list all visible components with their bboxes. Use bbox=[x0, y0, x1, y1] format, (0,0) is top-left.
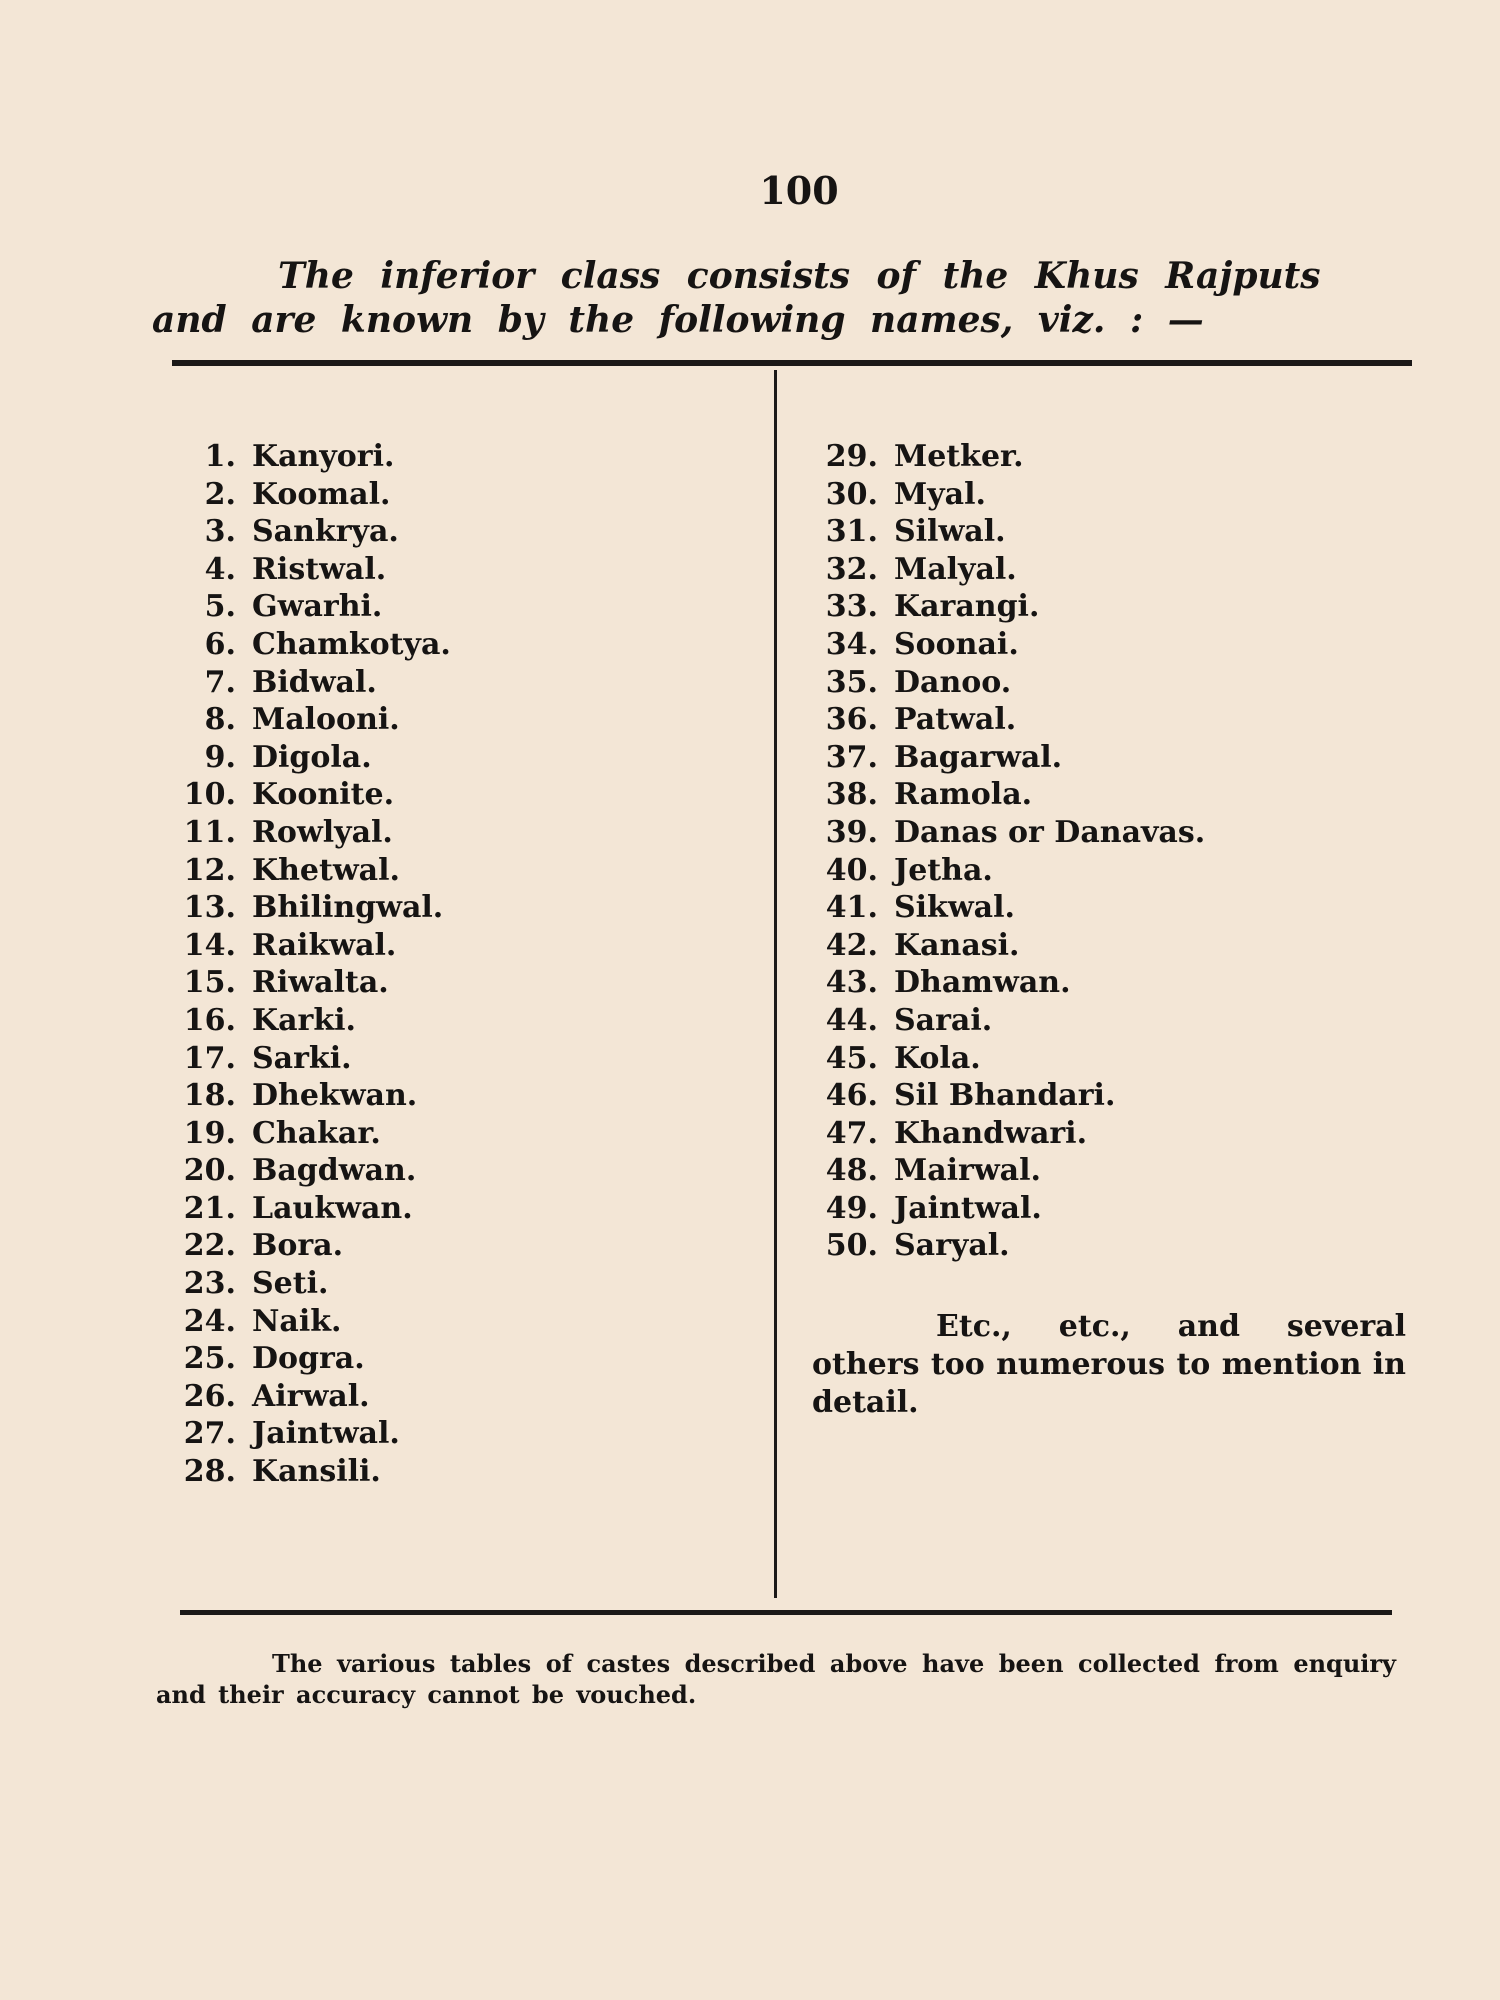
item-number: 33. bbox=[825, 589, 878, 625]
item-name: Bidwal. bbox=[252, 664, 377, 700]
item-name: Khetwal. bbox=[252, 852, 400, 888]
item-name: Dogra. bbox=[252, 1341, 365, 1377]
item-number: 9. bbox=[204, 739, 236, 775]
item-name: Karangi. bbox=[894, 589, 1040, 625]
item-name: Soonai. bbox=[894, 626, 1019, 662]
list-item bbox=[812, 1227, 1412, 1265]
item-number: 17. bbox=[183, 1040, 236, 1076]
item-number: 12. bbox=[183, 852, 236, 888]
item-name: Sil Bhandari. bbox=[894, 1078, 1116, 1114]
list-item bbox=[150, 476, 750, 514]
item-number: 16. bbox=[183, 1002, 236, 1038]
item-number: 48. bbox=[825, 1153, 878, 1189]
list-item bbox=[150, 1453, 750, 1491]
list-item bbox=[812, 964, 1412, 1002]
item-number: 32. bbox=[825, 551, 878, 587]
item-number: 47. bbox=[825, 1115, 878, 1151]
item-number: 15. bbox=[183, 965, 236, 1001]
column-divider bbox=[774, 370, 777, 1598]
item-name: Bagarwal. bbox=[894, 739, 1063, 775]
item-name: Malyal. bbox=[894, 551, 1017, 587]
item-name: Riwalta. bbox=[252, 965, 389, 1001]
item-number: 11. bbox=[183, 814, 236, 850]
list-item bbox=[150, 889, 750, 927]
item-name: Kansili. bbox=[252, 1454, 381, 1490]
item-number: 13. bbox=[183, 890, 236, 926]
item-name: Seti. bbox=[252, 1266, 329, 1302]
list-item bbox=[812, 476, 1412, 514]
list-item bbox=[812, 1190, 1412, 1228]
item-number: 26. bbox=[183, 1378, 236, 1414]
item-name: Naik. bbox=[252, 1303, 342, 1339]
item-name: Metker. bbox=[894, 439, 1024, 474]
item-number: 1. bbox=[204, 439, 236, 474]
item-name: Myal. bbox=[894, 476, 986, 512]
item-name: Digola. bbox=[252, 739, 372, 775]
list-item bbox=[812, 1115, 1412, 1153]
item-number: 49. bbox=[825, 1190, 878, 1226]
item-name: Gwarhi. bbox=[252, 589, 383, 625]
list-item bbox=[812, 438, 1412, 476]
etc-note: Etc., etc., and several others too numerous to mention in detail. bbox=[812, 1309, 1406, 1420]
item-number: 45. bbox=[825, 1040, 878, 1076]
list-item bbox=[150, 551, 750, 589]
item-number: 8. bbox=[204, 702, 236, 738]
list-item bbox=[812, 927, 1412, 965]
item-name: Karki. bbox=[252, 1002, 356, 1038]
list-item bbox=[150, 1415, 750, 1453]
list-item bbox=[150, 1002, 750, 1040]
item-name: Patwal. bbox=[894, 702, 1017, 738]
list-item bbox=[150, 701, 750, 739]
list-item bbox=[812, 739, 1412, 777]
list-item bbox=[812, 626, 1412, 664]
item-name: Kanasi. bbox=[894, 927, 1020, 963]
item-name: Malooni. bbox=[252, 702, 400, 738]
item-number: 3. bbox=[204, 514, 236, 550]
item-number: 21. bbox=[183, 1190, 236, 1226]
list-item bbox=[150, 513, 750, 551]
list-item bbox=[150, 1077, 750, 1115]
item-name: Saryal. bbox=[894, 1228, 1010, 1264]
list-item bbox=[150, 626, 750, 664]
list-item bbox=[150, 438, 750, 476]
item-number: 22. bbox=[183, 1228, 236, 1264]
list-item bbox=[812, 1152, 1412, 1190]
item-name: Dhamwan. bbox=[894, 965, 1071, 1001]
list-item bbox=[150, 964, 750, 1002]
item-name: Mairwal. bbox=[894, 1153, 1041, 1189]
intro-line-1: The inferior class consists of the Khus Rajputs bbox=[278, 255, 1321, 297]
intro-paragraph bbox=[152, 254, 1412, 342]
item-number: 44. bbox=[825, 1002, 878, 1038]
item-name: Sikwal. bbox=[894, 890, 1015, 926]
item-number: 20. bbox=[183, 1153, 236, 1189]
list-item bbox=[150, 852, 750, 890]
item-name: Silwal. bbox=[894, 514, 1006, 550]
item-number: 5. bbox=[204, 589, 236, 625]
list-item bbox=[150, 664, 750, 702]
list-item bbox=[150, 927, 750, 965]
list-item bbox=[812, 814, 1412, 852]
item-name: Jaintwal. bbox=[894, 1190, 1042, 1226]
list-item bbox=[812, 701, 1412, 739]
item-number: 37. bbox=[825, 739, 878, 775]
list-item bbox=[812, 588, 1412, 626]
list-item bbox=[812, 664, 1412, 702]
intro-line-2: and are known by the following names, viz. : — bbox=[152, 299, 1204, 341]
item-number: 30. bbox=[825, 476, 878, 512]
list-item bbox=[150, 814, 750, 852]
item-name: Kola. bbox=[894, 1040, 981, 1076]
item-name: Bagdwan. bbox=[252, 1153, 417, 1189]
item-name: Chakar. bbox=[252, 1115, 381, 1151]
item-name: Bora. bbox=[252, 1228, 344, 1264]
item-number: 24. bbox=[183, 1303, 236, 1339]
item-number: 35. bbox=[825, 664, 878, 700]
item-name: Khandwari. bbox=[894, 1115, 1088, 1151]
item-name: Koomal. bbox=[252, 476, 391, 512]
page-number: 100 bbox=[759, 168, 839, 213]
item-number: 14. bbox=[183, 927, 236, 963]
item-name: Chamkotya. bbox=[252, 626, 451, 662]
item-number: 42. bbox=[825, 927, 878, 963]
item-number: 4. bbox=[204, 551, 236, 587]
list-item bbox=[150, 739, 750, 777]
list-item bbox=[150, 1040, 750, 1078]
item-number: 29. bbox=[825, 439, 878, 474]
list-item bbox=[150, 776, 750, 814]
list-item bbox=[150, 1303, 750, 1341]
right-column-list bbox=[812, 438, 1412, 1265]
list-item bbox=[812, 1040, 1412, 1078]
item-name: Koonite. bbox=[252, 777, 395, 813]
list-item bbox=[812, 889, 1412, 927]
item-number: 10. bbox=[183, 777, 236, 813]
item-number: 18. bbox=[183, 1078, 236, 1114]
left-column-list bbox=[150, 438, 750, 1491]
item-number: 50. bbox=[825, 1228, 878, 1264]
list-item bbox=[812, 551, 1412, 589]
item-name: Dhekwan. bbox=[252, 1078, 418, 1114]
list-item bbox=[812, 513, 1412, 551]
item-number: 43. bbox=[825, 965, 878, 1001]
item-number: 34. bbox=[825, 626, 878, 662]
item-number: 39. bbox=[825, 814, 878, 850]
item-number: 6. bbox=[204, 626, 236, 662]
item-name: Raikwal. bbox=[252, 927, 397, 963]
item-name: Kanyori. bbox=[252, 439, 395, 474]
item-name: Jetha. bbox=[894, 852, 993, 888]
item-number: 23. bbox=[183, 1266, 236, 1302]
footnote: The various tables of castes described above have been collected from enquiry and their accuracy cannot be vouched. bbox=[156, 1649, 1396, 1709]
list-item bbox=[150, 1152, 750, 1190]
list-item bbox=[150, 1340, 750, 1378]
item-name: Airwal. bbox=[252, 1378, 370, 1414]
list-item bbox=[812, 1077, 1412, 1115]
item-number: 36. bbox=[825, 702, 878, 738]
item-name: Sankrya. bbox=[252, 514, 399, 550]
list-item bbox=[150, 588, 750, 626]
item-name: Danas or Danavas. bbox=[894, 814, 1206, 850]
item-number: 19. bbox=[183, 1115, 236, 1151]
item-number: 2. bbox=[204, 476, 236, 512]
item-number: 25. bbox=[183, 1341, 236, 1377]
item-name: Sarai. bbox=[894, 1002, 993, 1038]
list-item bbox=[812, 1002, 1412, 1040]
item-number: 38. bbox=[825, 777, 878, 813]
list-item bbox=[150, 1190, 750, 1228]
list-item bbox=[150, 1378, 750, 1416]
list-item bbox=[150, 1115, 750, 1153]
list-item bbox=[150, 1265, 750, 1303]
list-item bbox=[812, 852, 1412, 890]
item-number: 41. bbox=[825, 890, 878, 926]
item-name: Ristwal. bbox=[252, 551, 387, 587]
item-number: 27. bbox=[183, 1416, 236, 1452]
item-number: 7. bbox=[204, 664, 236, 700]
item-name: Rowlyal. bbox=[252, 814, 393, 850]
item-number: 28. bbox=[183, 1454, 236, 1490]
item-number: 31. bbox=[825, 514, 878, 550]
item-name: Laukwan. bbox=[252, 1190, 413, 1226]
item-name: Ramola. bbox=[894, 777, 1033, 813]
list-item bbox=[812, 776, 1412, 814]
item-name: Jaintwal. bbox=[252, 1416, 400, 1452]
item-number: 46. bbox=[825, 1078, 878, 1114]
item-name: Sarki. bbox=[252, 1040, 352, 1076]
item-number: 40. bbox=[825, 852, 878, 888]
list-item bbox=[150, 1227, 750, 1265]
item-name: Bhilingwal. bbox=[252, 890, 444, 926]
bottom-rule bbox=[180, 1610, 1392, 1615]
item-name: Danoo. bbox=[894, 664, 1012, 700]
top-rule bbox=[172, 360, 1412, 366]
